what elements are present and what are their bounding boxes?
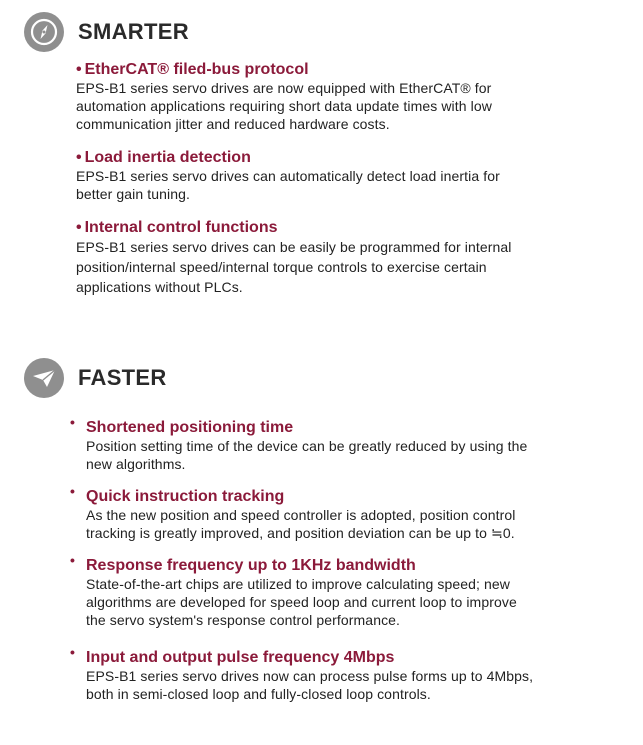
body-line: As the new position and speed controller is adopted, position control [86,507,516,523]
item-title: Response frequency up to 1KHz bandwidth [86,557,416,574]
paper-plane-icon [24,358,64,398]
item-body [76,79,621,133]
item-title: Input and output pulse frequency 4Mbps [86,649,395,666]
faster-item-tracking [70,483,621,542]
item-body [76,506,621,542]
smarter-item-load-inertia: • Load inertia detection EPS-B1 series servo drives can automatically detect load inertia for better gain tuning. [76,148,621,203]
compass-icon [24,12,64,52]
body-line: algorithms are developed for speed loop and current loop to improve [86,594,517,610]
faster-title: FASTER [78,365,167,390]
item-title: EtherCAT® filed-bus protocol [84,61,309,78]
smarter-item-internal-control: • Internal control functions EPS-B1 series servo drives can be easily be programmed for internal position/internal speed/internal torque controls to exercise certain applications without PLCs. [76,218,621,297]
item-body [76,575,621,629]
body-line: both in semi-closed loop and fully-closed loop controls. [86,686,431,702]
body-line: EPS-B1 series servo drives now can process pulse forms up to 4Mbps, [86,668,534,684]
body-line: tracking is greatly improved, and position deviation can be up to ≒0. [86,525,515,541]
faster-header [24,358,167,398]
body-line: State-of-the-art chips are utilized to improve calculating speed; new [86,576,511,592]
body-line: communication jitter and reduced hardware costs. [76,116,390,132]
faster-item-positioning [70,414,621,473]
item-title: Internal control functions [84,219,278,236]
item-body [76,237,621,297]
body-line: EPS-B1 series servo drives can be easily be programmed for internal [76,239,512,255]
item-title: Shortened positioning time [86,419,294,436]
smarter-header [24,12,189,52]
bullet: • [70,414,75,430]
body-line: better gain tuning. [76,186,190,202]
item-title: Quick instruction tracking [86,488,285,505]
body-line: EPS-B1 series servo drives are now equipped with EtherCAT® for [76,80,492,96]
body-line: Position setting time of the device can be greatly reduced by using the [86,438,528,454]
body-line: new algorithms. [86,456,186,472]
item-title: Load inertia detection [84,149,251,166]
item-body [76,437,621,473]
body-line: applications without PLCs. [76,279,243,295]
bullet: • [70,644,75,660]
bullet: • [70,483,75,499]
smarter-item-ethercat: • EtherCAT® filed-bus protocol EPS-B1 series servo drives are now equipped with EtherCAT® for automation applications requiring short data update times with low communication jitter and reduced hardware costs. [76,60,621,133]
body-line: position/internal speed/internal torque controls to exercise certain [76,259,487,275]
bullet: • [70,552,75,568]
body-line: automation applications requiring short data update times with low [76,98,492,114]
faster-item-response-frequency [70,552,621,629]
smarter-title: SMARTER [78,19,189,44]
body-line: EPS-B1 series servo drives can automatically detect load inertia for [76,168,500,184]
item-body [76,667,621,703]
item-body [76,167,621,203]
faster-item-pulse-frequency [70,644,621,703]
body-line: the servo system's response control performance. [86,612,401,628]
